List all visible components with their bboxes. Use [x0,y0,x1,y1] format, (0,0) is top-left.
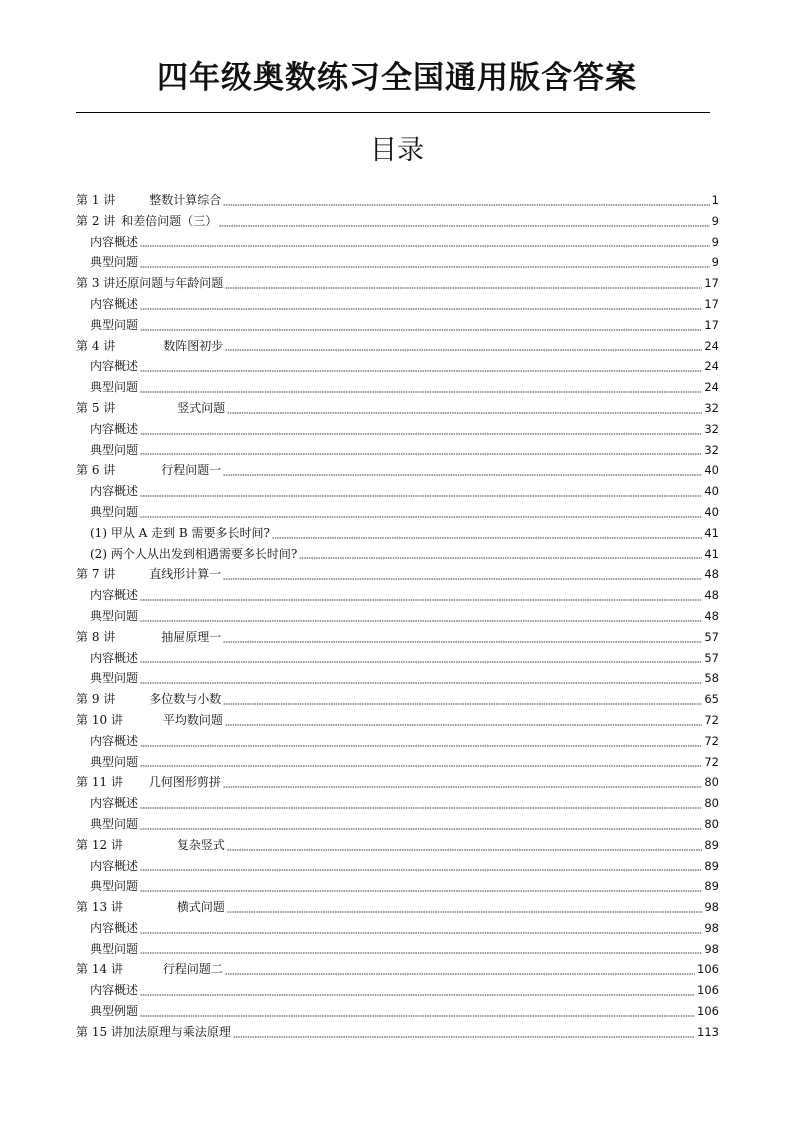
toc-page-number: 58 [704,671,719,686]
toc-entry-label: 内容概述 [90,920,139,935]
toc-page-number: 106 [697,962,719,977]
toc-page-number: 98 [704,920,719,935]
toc-page-number: 17 [704,317,719,332]
toc-entry-label: 内容概述 [90,983,139,998]
toc-section-entry[interactable] [76,918,719,939]
toc-chapter-entry[interactable] [76,460,719,481]
toc-page-number: 24 [704,359,719,374]
toc-dot-leader [140,994,695,996]
toc-entry-label: 典型问题 [90,816,139,831]
toc-section-entry[interactable] [76,544,719,565]
toc-entry-label: 内容概述 [90,359,139,374]
toc-page-number: 80 [704,796,719,811]
toc-dot-leader [140,329,702,331]
toc-dot-leader [140,516,702,518]
toc-dot-leader [272,537,702,539]
toc-dot-leader [219,225,709,227]
toc-section-entry[interactable] [76,481,719,502]
toc-dot-leader [140,370,702,372]
toc-dot-leader [225,724,702,726]
toc-section-entry[interactable] [76,232,719,253]
toc-entry-label: 多位数与小数 [149,692,222,707]
toc-section-entry[interactable] [76,315,719,336]
toc-page-number: 40 [704,463,719,478]
toc-entry-label: 典型问题 [90,671,139,686]
toc-dot-leader [140,1015,695,1017]
toc-section-entry[interactable] [76,648,719,669]
toc-dot-leader [223,204,709,206]
toc-chapter-entry[interactable] [76,689,719,710]
toc-entry-label: 和差倍问题（三） [121,213,218,228]
toc-dot-leader [299,557,702,559]
toc-dot-leader [140,828,702,830]
toc-dot-leader [225,349,702,351]
toc-section-entry[interactable] [76,876,719,897]
toc-entry-number: 第 3 讲 [76,276,116,291]
toc-dot-leader [223,578,702,580]
toc-entry-number: 第 11 讲 [76,775,123,790]
toc-dot-leader [140,682,702,684]
toc-page-number: 48 [704,567,719,582]
table-of-contents [76,190,719,1043]
toc-page-number: 32 [704,442,719,457]
toc-chapter-entry[interactable] [76,835,719,856]
toc-dot-leader [233,1036,695,1038]
toc-page-number: 57 [704,629,719,644]
toc-entry-label: 内容概述 [90,421,139,436]
toc-entry-number: 第 13 讲 [76,900,123,915]
toc-section-entry[interactable] [76,752,719,773]
toc-section-entry[interactable] [76,523,719,544]
toc-entry-label: 内容概述 [90,650,139,665]
toc-entry-label: 行程问题二 [162,962,223,977]
toc-dot-leader [140,952,702,954]
toc-dot-leader [140,807,702,809]
toc-entry-number: 第 1 讲 [76,193,116,207]
toc-page-number: 89 [704,879,719,894]
toc-entry-label: 加法原理与乘法原理 [122,1024,231,1039]
toc-page-number: 80 [704,816,719,831]
toc-page-number: 17 [704,296,719,311]
toc-chapter-entry[interactable] [76,398,719,419]
toc-dot-leader [140,308,702,310]
toc-dot-leader [140,433,702,435]
toc-entry-label: 内容概述 [90,588,139,603]
toc-page-number: 40 [704,484,719,499]
toc-chapter-entry[interactable] [76,564,719,585]
toc-entry-label: 内容概述 [90,484,139,499]
toc-chapter-entry[interactable] [76,211,719,232]
toc-entry-label: 行程问题一 [161,463,222,478]
toc-page-number: 17 [704,276,719,291]
toc-page-number: 72 [704,733,719,748]
toc-entry-number: 第 14 讲 [76,962,123,977]
toc-entry-label: 复杂竖式 [176,837,225,852]
toc-entry-label: 抽屉原理一 [161,629,222,644]
toc-dot-leader [140,765,702,767]
toc-dot-leader [223,641,702,643]
toc-entry-label: 内容概述 [90,234,139,249]
toc-chapter-entry[interactable] [76,190,719,211]
toc-entry-number: 第 2 讲 [76,213,116,228]
toc-entry-label: (2) 两个人从出发到相遇需要多长时间? [90,546,298,561]
toc-page-number: 1 [711,193,719,207]
toc-page-number: 98 [704,900,719,915]
toc-dot-leader [225,973,695,975]
toc-page-number: 113 [697,1024,719,1039]
toc-page-number: 80 [704,775,719,790]
toc-entry-number: 第 7 讲 [76,567,116,582]
toc-dot-leader [140,266,710,268]
toc-entry-label: 典型问题 [90,879,139,894]
toc-page-number: 65 [704,692,719,707]
toc-entry-label: 内容概述 [90,858,139,873]
toc-chapter-entry[interactable] [76,627,719,648]
toc-entry-label: (1) 甲从 A 走到 B 需要多长时间? [90,525,270,540]
toc-entry-number: 第 5 讲 [76,400,116,415]
toc-chapter-entry[interactable] [76,710,719,731]
toc-dot-leader [140,661,702,663]
toc-dot-leader [227,911,702,913]
toc-page-number: 98 [704,941,719,956]
toc-chapter-entry[interactable] [76,897,719,918]
toc-section-entry[interactable] [76,356,719,377]
toc-section-entry[interactable] [76,502,719,523]
toc-entry-label: 典型问题 [90,317,139,332]
toc-entry-label: 整数计算综合 [149,193,222,207]
toc-page-number: 72 [704,754,719,769]
toc-heading: 目录 [370,135,424,166]
toc-entry-label: 还原问题与年龄问题 [115,276,224,291]
toc-entry-label: 平均数问题 [162,712,223,727]
toc-entry-label: 竖式问题 [177,400,226,415]
toc-section-entry[interactable] [76,440,719,461]
toc-dot-leader [223,474,702,476]
toc-section-entry[interactable] [76,731,719,752]
toc-page-number: 32 [704,421,719,436]
toc-entry-label: 几何图形剪拼 [148,775,221,790]
toc-dot-leader [223,786,702,788]
toc-page-number: 32 [704,400,719,415]
toc-entry-label: 横式问题 [176,900,225,915]
toc-entry-label: 典型问题 [90,754,139,769]
toc-dot-leader [225,287,702,289]
toc-page-number: 106 [697,1004,719,1019]
toc-entry-label: 内容概述 [90,733,139,748]
toc-section-entry[interactable] [76,606,719,627]
toc-entry-number: 第 8 讲 [76,629,116,644]
toc-section-entry[interactable] [76,980,719,1001]
toc-page-number: 9 [711,255,719,270]
toc-entry-label: 典型问题 [90,442,139,457]
toc-entry-label: 数阵图初步 [163,338,224,353]
toc-section-entry[interactable] [76,814,719,835]
title-divider [76,112,710,113]
toc-section-entry[interactable] [76,585,719,606]
toc-section-entry[interactable] [76,939,719,960]
toc-dot-leader [140,620,702,622]
toc-entry-label: 典型问题 [90,608,139,623]
toc-entry-label: 直线形计算一 [149,567,222,582]
toc-dot-leader [227,412,702,414]
toc-entry-label: 典型问题 [90,941,139,956]
toc-page-number: 24 [704,380,719,395]
toc-dot-leader [227,849,702,851]
toc-page-number: 24 [704,338,719,353]
toc-entry-label: 典型问题 [90,380,139,395]
toc-entry-label: 典型问题 [90,255,139,270]
toc-entry-number: 第 15 讲 [76,1024,123,1039]
toc-page-number: 9 [711,213,719,228]
toc-entry-number: 第 10 讲 [76,712,123,727]
toc-section-entry[interactable] [76,294,719,315]
toc-dot-leader [140,890,702,892]
toc-entry-label: 内容概述 [90,296,139,311]
toc-entry-label: 内容概述 [90,796,139,811]
toc-page-number: 89 [704,837,719,852]
toc-page-number: 48 [704,588,719,603]
toc-dot-leader [140,869,702,871]
toc-dot-leader [140,245,710,247]
toc-dot-leader [140,599,702,601]
toc-section-entry[interactable] [76,377,719,398]
toc-page-number: 9 [711,234,719,249]
toc-dot-leader [223,703,702,705]
toc-entry-number: 第 4 讲 [76,338,116,353]
toc-entry-label: 典型问题 [90,504,139,519]
toc-page-number: 57 [704,650,719,665]
toc-dot-leader [140,453,702,455]
toc-dot-leader [140,932,702,934]
toc-page-number: 48 [704,608,719,623]
toc-chapter-entry[interactable] [76,1022,719,1043]
toc-page-number: 72 [704,712,719,727]
toc-section-entry[interactable] [76,668,719,689]
toc-dot-leader [140,391,702,393]
toc-page-number: 89 [704,858,719,873]
toc-section-entry[interactable] [76,419,719,440]
toc-chapter-entry[interactable] [76,772,719,793]
toc-page-number: 41 [704,525,719,540]
document-title: 四年级奥数练习全国通用版含答案 [157,60,637,96]
toc-page-number: 40 [704,504,719,519]
toc-page-number: 106 [697,983,719,998]
toc-entry-number: 第 6 讲 [76,463,116,478]
toc-entry-label: 典型例题 [90,1004,139,1019]
toc-section-entry[interactable] [76,1001,719,1022]
toc-entry-number: 第 12 讲 [76,837,123,852]
toc-page-number: 41 [704,546,719,561]
toc-section-entry[interactable] [76,252,719,273]
toc-entry-number: 第 9 讲 [76,692,116,707]
toc-dot-leader [140,495,702,497]
toc-chapter-entry[interactable] [76,959,719,980]
toc-section-entry[interactable] [76,856,719,877]
toc-chapter-entry[interactable] [76,273,719,294]
toc-section-entry[interactable] [76,793,719,814]
toc-dot-leader [140,745,702,747]
toc-chapter-entry[interactable] [76,336,719,357]
